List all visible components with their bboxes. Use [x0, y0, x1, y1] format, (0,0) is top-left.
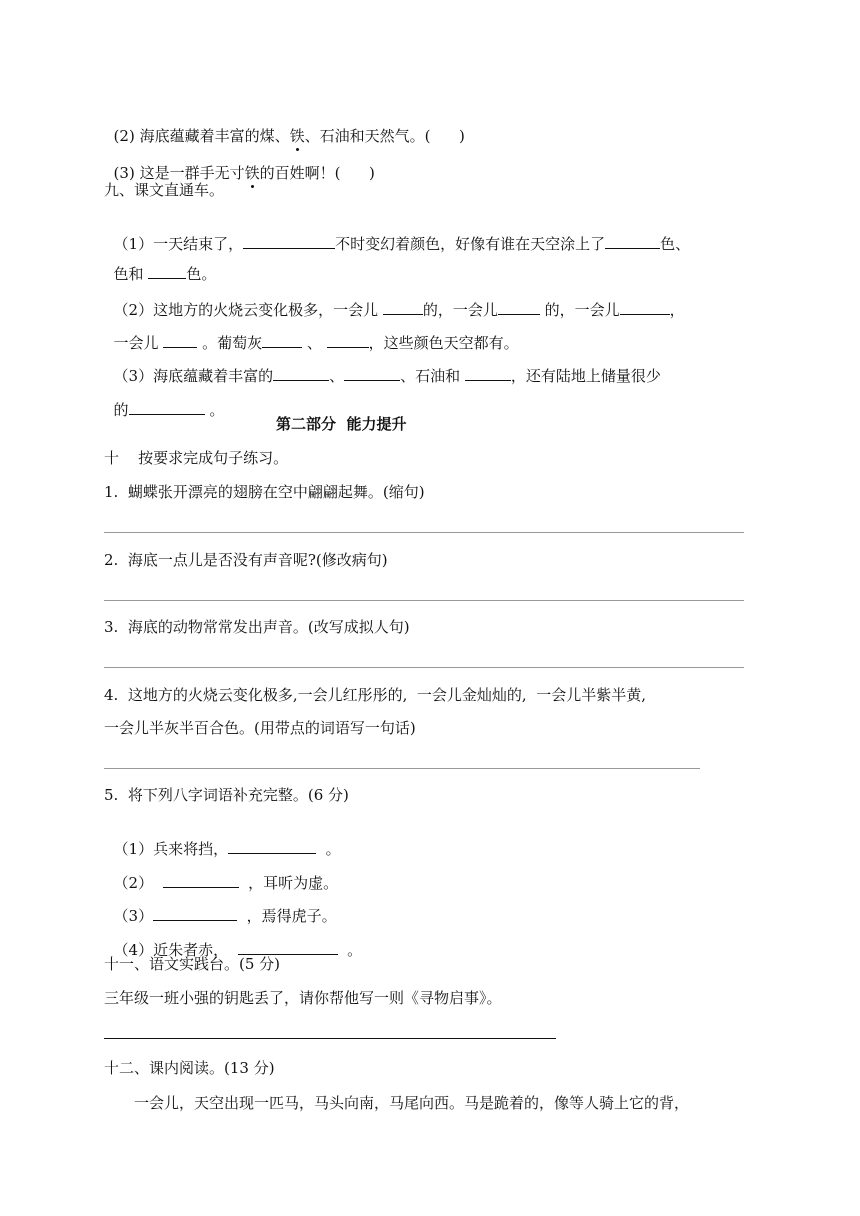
q9-line-6 [104, 380, 224, 420]
text: （4）近朱者赤， [113, 941, 238, 959]
answer-blank[interactable] [605, 234, 660, 249]
text: 的 [113, 401, 129, 419]
q10-sentence-1: 1. 蝴蝶张开漂亮的翅膀在空中翩翩起舞。(缩句) [104, 483, 425, 501]
text: 的，一会儿 [422, 301, 498, 319]
text: ，焉得虎子。 [237, 907, 337, 925]
q8-item-2 [104, 106, 465, 146]
text: 不时变幻着颜色，好像有谁在天空涂上了 [335, 235, 606, 253]
answer-blank[interactable] [148, 264, 186, 279]
text: （1）一天结束了， [113, 235, 244, 253]
text: （2） [113, 874, 163, 892]
q12-title: 十二、课内阅读。(13 分) [104, 1059, 275, 1077]
text: 、 [302, 334, 327, 352]
text: 的百姓啊！( ) [259, 164, 375, 182]
answer-blank[interactable] [153, 906, 237, 921]
q12-paragraph: 一会儿，天空出现一匹马，马头向南，马尾向西。马是跪着的，像等人骑上它的背， [134, 1094, 690, 1112]
answer-blank[interactable] [465, 366, 511, 381]
q10-sentence-5: 5. 将下列八字词语补充完整。(6 分) [104, 786, 349, 804]
text: ，还有陆地上储量很少 [510, 367, 661, 385]
text: 。 [204, 401, 225, 419]
text: （1）兵来将挡， [113, 840, 229, 858]
q9-title: 九、课文直通车。 [104, 181, 225, 199]
answer-line[interactable] [104, 600, 744, 601]
answer-blank[interactable] [243, 234, 335, 249]
answer-line[interactable] [104, 667, 744, 668]
text: 色和 [113, 265, 149, 283]
answer-blank[interactable] [238, 940, 338, 955]
text: 色。 [186, 265, 217, 283]
q11-title: 十一、语文实践台。(5 分) [104, 955, 281, 973]
answer-blank[interactable] [344, 366, 400, 381]
text: (2) 海底蕴藏着丰富的煤、 [113, 127, 290, 145]
part-2-title: 第二部分 能力提升 [276, 415, 407, 433]
text: 、石油和天然气。( ) [304, 127, 465, 145]
answer-line[interactable] [104, 532, 744, 533]
answer-blank[interactable] [228, 839, 316, 854]
text: 色、 [660, 235, 691, 253]
dotted-char: 铁 [289, 127, 305, 145]
text: （2）这地方的火烧云变化极多，一会儿 [113, 301, 383, 319]
text: ，这些颜色天空都有。 [368, 334, 519, 352]
answer-line[interactable] [104, 768, 700, 769]
text: 。葡萄灰 [197, 334, 263, 352]
q10-sentence-4b: 一会儿半灰半百合色。(用带点的词语写一句话) [104, 719, 416, 737]
text: ， [669, 301, 685, 319]
text: （3）海底蕴藏着丰富的 [113, 367, 274, 385]
q10-sentence-2: 2. 海底一点儿是否没有声音呢?(修改病句) [104, 551, 388, 569]
q10-title: 十 按要求完成句子练习。 [104, 449, 289, 467]
text: 、石油和 [400, 367, 465, 385]
answer-blank[interactable] [620, 300, 670, 315]
text: 。 [337, 941, 363, 959]
text: （3） [113, 907, 154, 925]
text: (3) 这是一群手无寸 [113, 164, 245, 182]
q9-line-2 [104, 244, 216, 284]
text: ，耳听为虚。 [238, 874, 339, 892]
text: 、 [329, 367, 345, 385]
text: 的，一会儿 [539, 301, 620, 319]
text: 。 [316, 840, 341, 858]
dotted-char: 铁 [244, 164, 260, 182]
q11-text: 三年级一班小强的钥匙丢了，请你帮他写一则《寻物启事》。 [104, 989, 502, 1007]
answer-line[interactable] [104, 1038, 556, 1039]
answer-blank[interactable] [273, 366, 329, 381]
answer-blank[interactable] [129, 400, 205, 415]
q10-sentence-3: 3. 海底的动物常常发出声音。(改写成拟人句) [104, 618, 410, 636]
q8-item-3 [104, 143, 375, 183]
text: 一会儿 [113, 334, 164, 352]
q10-sentence-4a: 4. 这地方的火烧云变化极多,一会儿红彤彤的, 一会儿金灿灿的, 一会儿半紫半黄, [104, 686, 646, 704]
